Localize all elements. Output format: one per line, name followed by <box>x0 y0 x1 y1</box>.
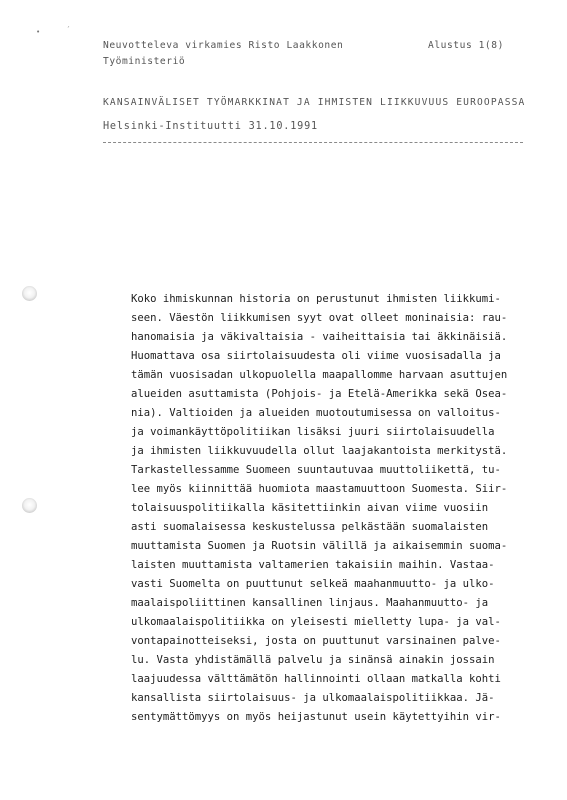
paragraph-2 <box>131 461 531 727</box>
text-line: laisten muuttamista valtamerien takaisiin maihin. Vastaa- <box>131 559 495 571</box>
text-line: ulkomaalaispolitiikka on yleisesti mielletty lupa- ja val- <box>131 616 501 628</box>
text-line: Tarkastellessamme Suomeen suuntautuvaa muuttoliikettä, tu- <box>131 464 501 476</box>
sender-name: Neuvotteleva virkamies Risto Laakkonen <box>103 40 344 51</box>
text-line: asti suomalaisessa keskustelussa pelkästään suomalaisten <box>131 521 489 533</box>
text-line: nia). Valtioiden ja alueiden muotoutumisessa on valloitus- <box>131 407 501 419</box>
text-line: tolaisuuspolitiikalla käsitettiinkin aivan viime vuosiin <box>131 502 489 514</box>
paragraph-1 <box>131 290 531 461</box>
venue-date: Helsinki-Instituutti 31.10.1991 <box>103 121 318 132</box>
document-title: KANSAINVÄLISET TYÖMARKKINAT JA IHMISTEN LIIKKUVUUS EUROOPASSA <box>103 97 526 108</box>
text-line: Koko ihmiskunnan historia on perustunut ihmisten liikkumi- <box>131 293 501 305</box>
punch-hole <box>22 498 37 513</box>
text-line: hanomaisia ja väkivaltaisia - vaiheittaisia tai äkkinäisiä. <box>131 331 508 343</box>
text-line: lee myös kiinnittää huomiota maastamuuttoon Suomesta. Siir- <box>131 483 508 495</box>
punch-hole <box>22 286 37 301</box>
text-line: alueiden asuttamista (Pohjois- ja Etelä-Amerikka sekä Osea- <box>131 388 508 400</box>
text-line: seen. Väestön liikkumisen syyt ovat olleet moninaisia: rau- <box>131 312 508 324</box>
scan-speck: • <box>36 28 41 36</box>
scan-speck: ´ <box>66 26 71 34</box>
text-line: ja voimankäyttöpolitiikan lisäksi juuri siirtolaisuudella <box>131 426 495 438</box>
text-line: vontapainotteiseksi, josta on puuttunut varsinainen palve- <box>131 635 501 647</box>
text-line: sentymättömyys on myös heijastunut usein käytettyihin vir- <box>131 711 501 723</box>
text-line: ja ihmisten liikkuvuudella ollut laajakantoista merkitystä. <box>131 445 508 457</box>
text-line: laajuudessa välttämätön hallinnointi ollaan matkalla kohti <box>131 673 501 685</box>
page-label: Alustus 1(8) <box>428 40 504 51</box>
text-line: tämän vuosisadan ulkopuolella maapallomme harvaan asuttujen <box>131 369 508 381</box>
text-line: maalaispoliittinen kansallinen linjaus. Maahanmuutto- ja <box>131 597 489 609</box>
text-line: muuttamista Suomen ja Ruotsin välillä ja aikaisemmin suoma- <box>131 540 508 552</box>
text-line: kansallista siirtolaisuus- ja ulkomaalaispolitiikkaa. Jä- <box>131 692 495 704</box>
text-line: lu. Vasta yhdistämällä palvelu ja sinänsä ainakin jossain <box>131 654 495 666</box>
text-line: vasti Suomelta on puuttunut selkeä maahanmuutto- ja ulko- <box>131 578 495 590</box>
text-line: Huomattava osa siirtolaisuudesta oli viime vuosisadalla ja <box>131 350 501 362</box>
sender-organization: Työministeriö <box>103 56 186 67</box>
separator-rule <box>103 142 523 143</box>
